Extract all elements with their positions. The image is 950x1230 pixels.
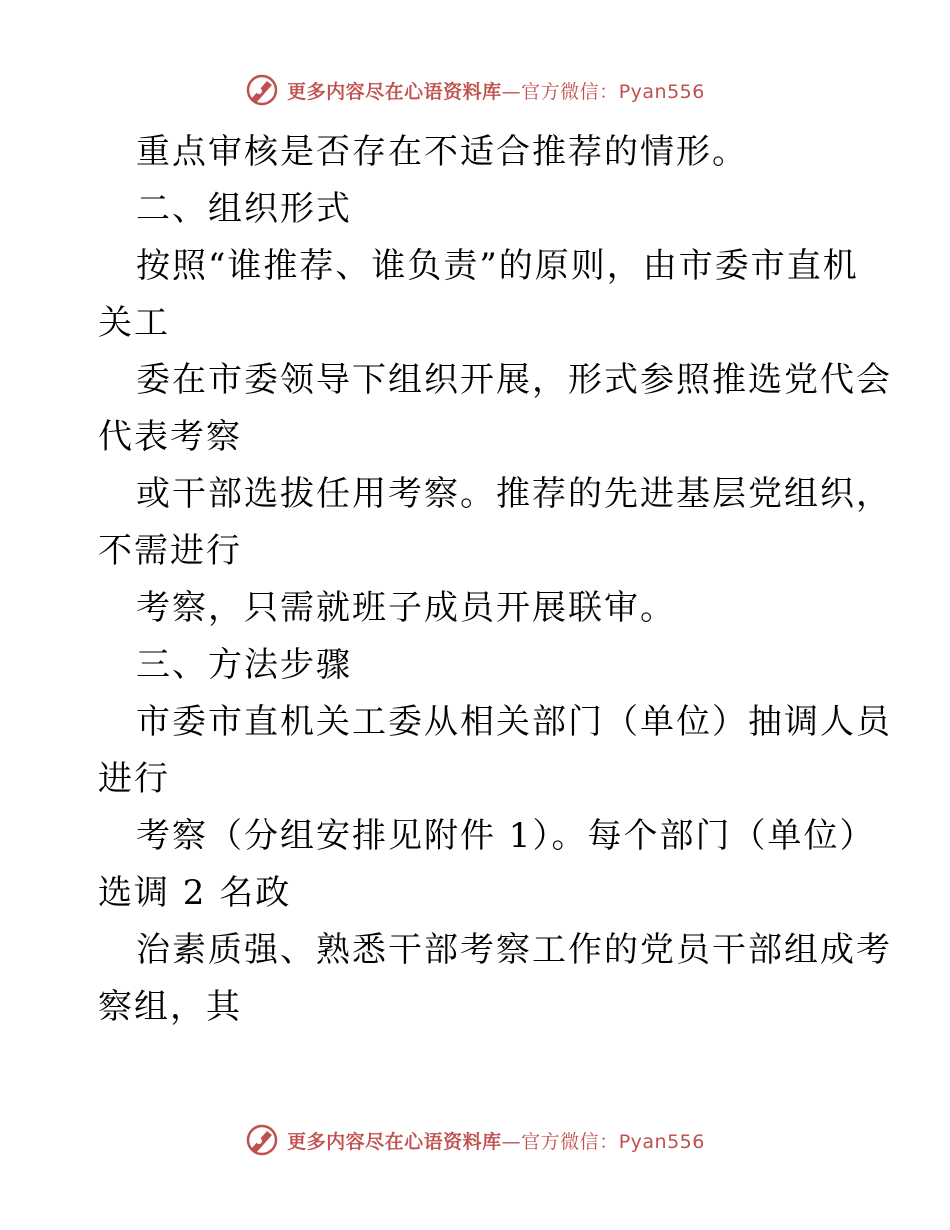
header-watermark [0, 70, 950, 110]
watermark-handle: Pyan556 [618, 80, 705, 103]
watermark-wechat-label: 官方微信： [521, 80, 619, 103]
watermark-handle: Pyan556 [618, 1130, 705, 1153]
watermark-brand: 更多内容尽在心语资料库 [287, 1130, 502, 1153]
body-line: 市委市直机关工委从相关部门（单位）抽调人员 [136, 702, 892, 742]
watermark-text [287, 77, 705, 104]
section-heading: 三、方法步骤 [136, 645, 352, 685]
watermark-dash: — [501, 1130, 522, 1153]
watermark-text [287, 1127, 705, 1154]
footer-watermark [0, 1120, 950, 1160]
body-line: 进行 [98, 759, 170, 799]
body-line: 重点审核是否存在不适合推荐的情形。 [136, 132, 748, 172]
pen-logo-icon [245, 73, 281, 107]
body-line: 不需进行 [98, 531, 242, 571]
watermark-wechat-label: 官方微信： [521, 1130, 619, 1153]
body-line: 关工 [98, 303, 170, 343]
body-line: 代表考察 [98, 417, 242, 457]
document-body [98, 124, 892, 1036]
watermark-dash: — [501, 80, 522, 103]
watermark-brand: 更多内容尽在心语资料库 [287, 80, 502, 103]
section-heading: 二、组织形式 [136, 189, 352, 229]
pen-logo-icon [245, 1123, 281, 1157]
body-line: 考察，只需就班子成员开展联审。 [136, 588, 676, 628]
body-line: 考察（分组安排见附件 1）。每个部门（单位） [136, 816, 876, 856]
body-line: 选调 2 名政 [98, 873, 292, 913]
body-line: 委在市委领导下组织开展，形式参照推选党代会 [136, 360, 892, 400]
body-line: 或干部选拔任用考察。推荐的先进基层党组织， [136, 474, 892, 514]
body-line: 察组，其 [98, 987, 242, 1027]
body-line: 治素质强、熟悉干部考察工作的党员干部组成考 [136, 930, 892, 970]
body-line: 按照“谁推荐、谁负责”的原则，由市委市直机 [136, 246, 859, 286]
